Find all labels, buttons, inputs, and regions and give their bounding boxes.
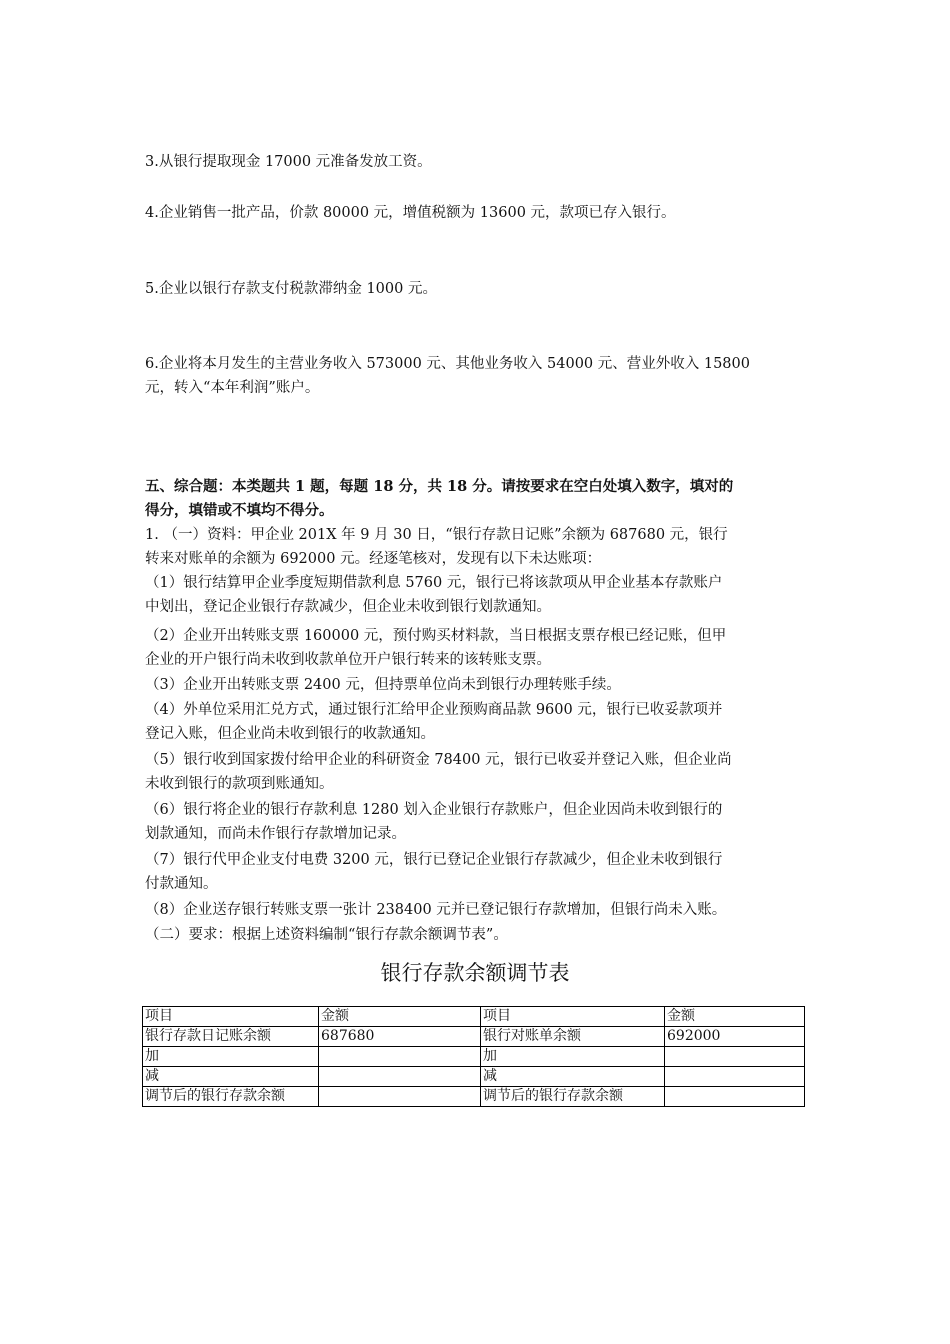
table-cell: 调节后的银行存款余额: [481, 1087, 665, 1107]
condition-2-line-1: （2）企业开出转账支票 160000 元，预付购买材料款，当日根据支票存根已经记账，但甲: [145, 628, 727, 644]
table-cell: 项目: [481, 1007, 665, 1027]
condition-7-line-2: 付款通知。: [145, 876, 218, 892]
table-cell: 项目: [143, 1007, 319, 1027]
table-cell: 加: [143, 1047, 319, 1067]
condition-4-line-1: （4）外单位采用汇兑方式，通过银行汇给甲企业预购商品款 9600 元，银行已收妥款项并: [145, 702, 723, 718]
condition-3-line-1: （3）企业开出转账支票 2400 元，但持票单位尚未到银行办理转账手续。: [145, 677, 621, 693]
condition-2-line-2: 企业的开户银行尚未收到收款单位开户银行转来的该转账支票。: [145, 652, 551, 668]
table-cell: 银行存款日记账余额: [143, 1027, 319, 1047]
condition-6-line-1: （6）银行将企业的银行存款利息 1280 划入企业银行存款账户，但企业因尚未收到银行的: [145, 802, 723, 818]
question-1-line-2: 转来对账单的余额为 692000 元。经逐笔核对，发现有以下未达账项：: [145, 551, 602, 567]
table-cell: [665, 1067, 805, 1087]
table-row: [143, 1087, 805, 1107]
condition-8-line-1: （8）企业送存银行转账支票一张计 238400 元并已登记银行存款增加，但银行尚未入账。: [145, 902, 727, 918]
table-cell: 692000: [665, 1027, 805, 1047]
table-cell: 金额: [665, 1007, 805, 1027]
item-6-line-2: 元，转入“本年利润”账户。: [145, 380, 320, 396]
condition-1-line-2: 中划出，登记企业银行存款减少，但企业未收到银行划款通知。: [145, 599, 551, 615]
condition-7-line-1: （7）银行代甲企业支付电费 3200 元，银行已登记企业银行存款减少，但企业未收到银行: [145, 852, 723, 868]
table-caption: 银行存款余额调节表: [380, 961, 570, 985]
condition-5-line-2: 未收到银行的款项到账通知。: [145, 776, 334, 792]
section-heading-line-1: 五、综合题：本类题共 1 题，每题 18 分，共 18 分。请按要求在空白处填入数字，填对的: [145, 478, 734, 495]
table-cell: [665, 1047, 805, 1067]
table-row: [143, 1007, 805, 1027]
table-cell: [665, 1087, 805, 1107]
table-row: [143, 1067, 805, 1087]
condition-5-line-1: （5）银行收到国家拨付给甲企业的科研资金 78400 元，银行已收妥并登记入账，但企业尚: [145, 752, 732, 768]
table-cell: 金额: [319, 1007, 481, 1027]
table-row: [143, 1027, 805, 1047]
table-cell: 调节后的银行存款余额: [143, 1087, 319, 1107]
item-4: 4.企业销售一批产品，价款 80000 元，增值税额为 13600 元，款项已存入银行。: [145, 205, 676, 221]
item-5: 5.企业以银行存款支付税款滞纳金 1000 元。: [145, 281, 437, 297]
reconciliation-table: [142, 1006, 805, 1107]
item-6-line-1: 6.企业将本月发生的主营业务收入 573000 元、其他业务收入 54000 元、营业外收入 15800: [145, 356, 750, 372]
table-cell: 减: [481, 1067, 665, 1087]
table-cell: 减: [143, 1067, 319, 1087]
requirement-line: （二）要求：根据上述资料编制“银行存款余额调节表”。: [145, 927, 508, 943]
section-heading-line-2: 得分，填错或不填均不得分。: [145, 502, 334, 519]
table-cell: [319, 1087, 481, 1107]
table-cell: [319, 1067, 481, 1087]
item-3: 3.从银行提取现金 17000 元准备发放工资。: [145, 154, 432, 170]
condition-6-line-2: 划款通知，而尚未作银行存款增加记录。: [145, 826, 406, 842]
condition-4-line-2: 登记入账，但企业尚未收到银行的收款通知。: [145, 726, 435, 742]
question-1-line-1: 1. （一）资料：甲企业 201X 年 9 月 30 日，“银行存款日记账”余额为 687680 元，银行: [145, 527, 728, 543]
table-cell: 687680: [319, 1027, 481, 1047]
condition-1-line-1: （1）银行结算甲企业季度短期借款利息 5760 元，银行已将该款项从甲企业基本存款账户: [145, 575, 723, 591]
table-cell: [319, 1047, 481, 1067]
table-row: [143, 1047, 805, 1067]
table-cell: 银行对账单余额: [481, 1027, 665, 1047]
table-cell: 加: [481, 1047, 665, 1067]
